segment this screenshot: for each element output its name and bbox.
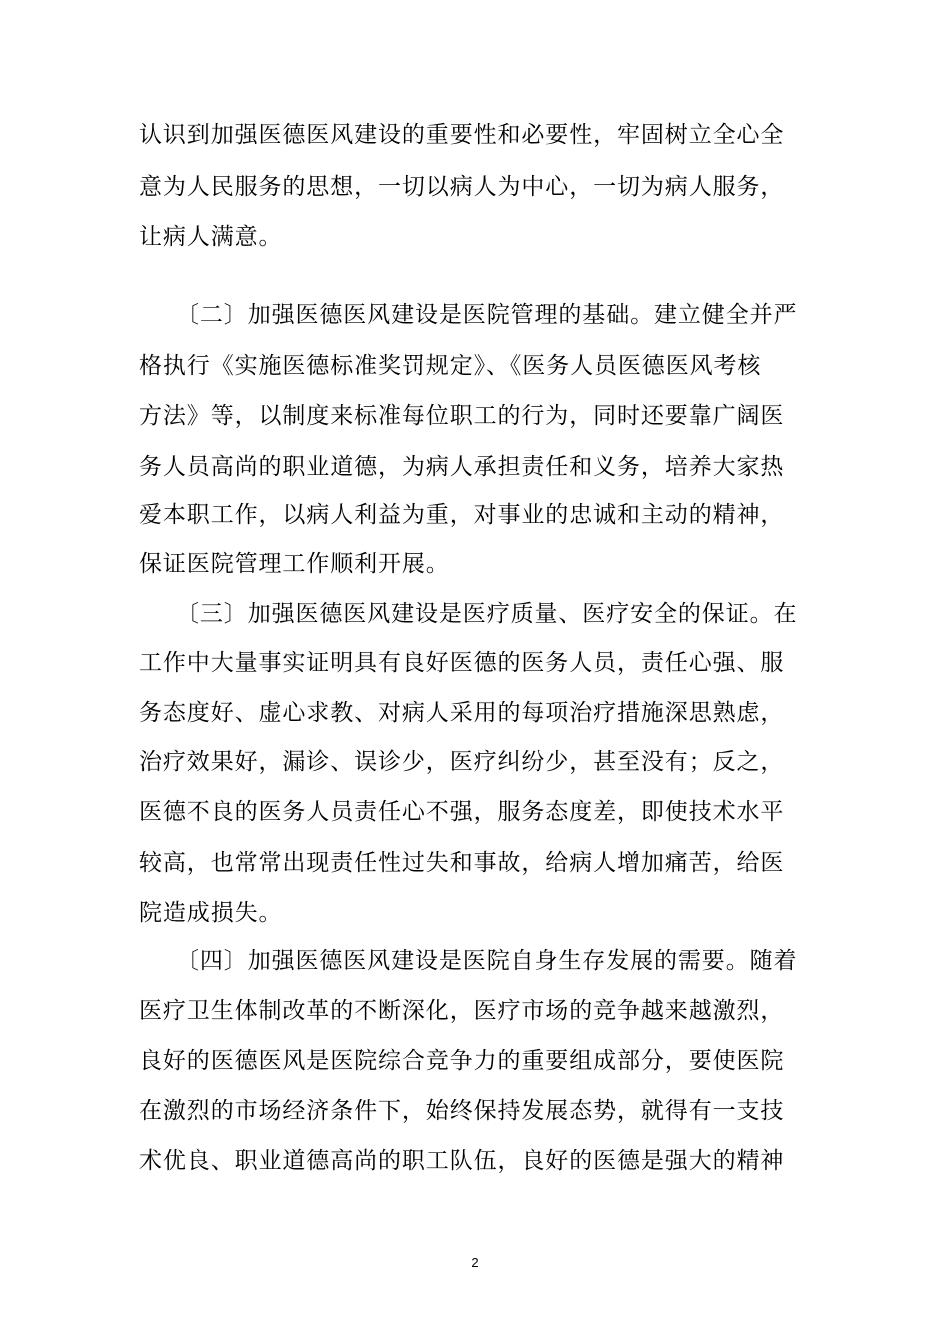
paragraph-first-line: 〔三〕加强医德医风建设是医疗质量、医疗安全的保证。在 (176, 601, 798, 627)
text-line: 医疗卫生体制改革的不断深化，医疗市场的竞争越来越激烈， (139, 998, 785, 1024)
text-line: 较高，也常常出现责任性过失和事故，给病人增加痛苦，给医 (139, 850, 785, 876)
text-line: 治疗效果好，漏诊、误诊少，医疗纠纷少，甚至没有；反之， (139, 749, 785, 775)
text-line: 爱本职工作，以病人利益为重，对事业的忠诚和主动的精神， (139, 502, 785, 528)
text-line: 格执行《实施医德标准奖罚规定》、《医务人员医德医风考核 (139, 353, 762, 379)
paragraph-first-line: 〔二〕加强医德医风建设是医院管理的基础。建立健全并严 (176, 302, 798, 328)
text-line: 保证医院管理工作顺利开展。 (139, 551, 450, 577)
text-line: 术优良、职业道德高尚的职工队伍，良好的医德是强大的精神 (139, 1148, 785, 1174)
text-line: 良好的医德医风是医院综合竞争力的重要组成部分，要使医院 (139, 1048, 785, 1074)
paragraph-first-line: 〔四〕加强医德医风建设是医院自身生存发展的需要。随着 (176, 948, 798, 974)
text-line: 工作中大量事实证明具有良好医德的医务人员，责任心强、服 (139, 650, 785, 676)
page-number: 2 (471, 1255, 479, 1270)
text-line: 意为人民服务的思想，一切以病人为中心，一切为病人服务， (139, 174, 785, 200)
text-line: 务态度好、虚心求教、对病人采用的每项治疗措施深思熟虑， (139, 700, 785, 726)
text-line: 认识到加强医德医风建设的重要性和必要性，牢固树立全心全 (139, 122, 785, 148)
text-line: 方法》等，以制度来标准每位职工的行为，同时还要靠广阔医 (139, 403, 785, 429)
text-line: 务人员高尚的职业道德，为病人承担责任和义务，培养大家热 (139, 454, 785, 480)
text-line: 让病人满意。 (139, 224, 283, 250)
text-line: 在激烈的市场经济条件下，始终保持发展态势，就得有一支技 (139, 1098, 785, 1124)
text-line: 医德不良的医务人员责任心不强，服务态度差，即使技术水平 (139, 799, 785, 825)
text-line: 院造成损失。 (139, 900, 283, 926)
